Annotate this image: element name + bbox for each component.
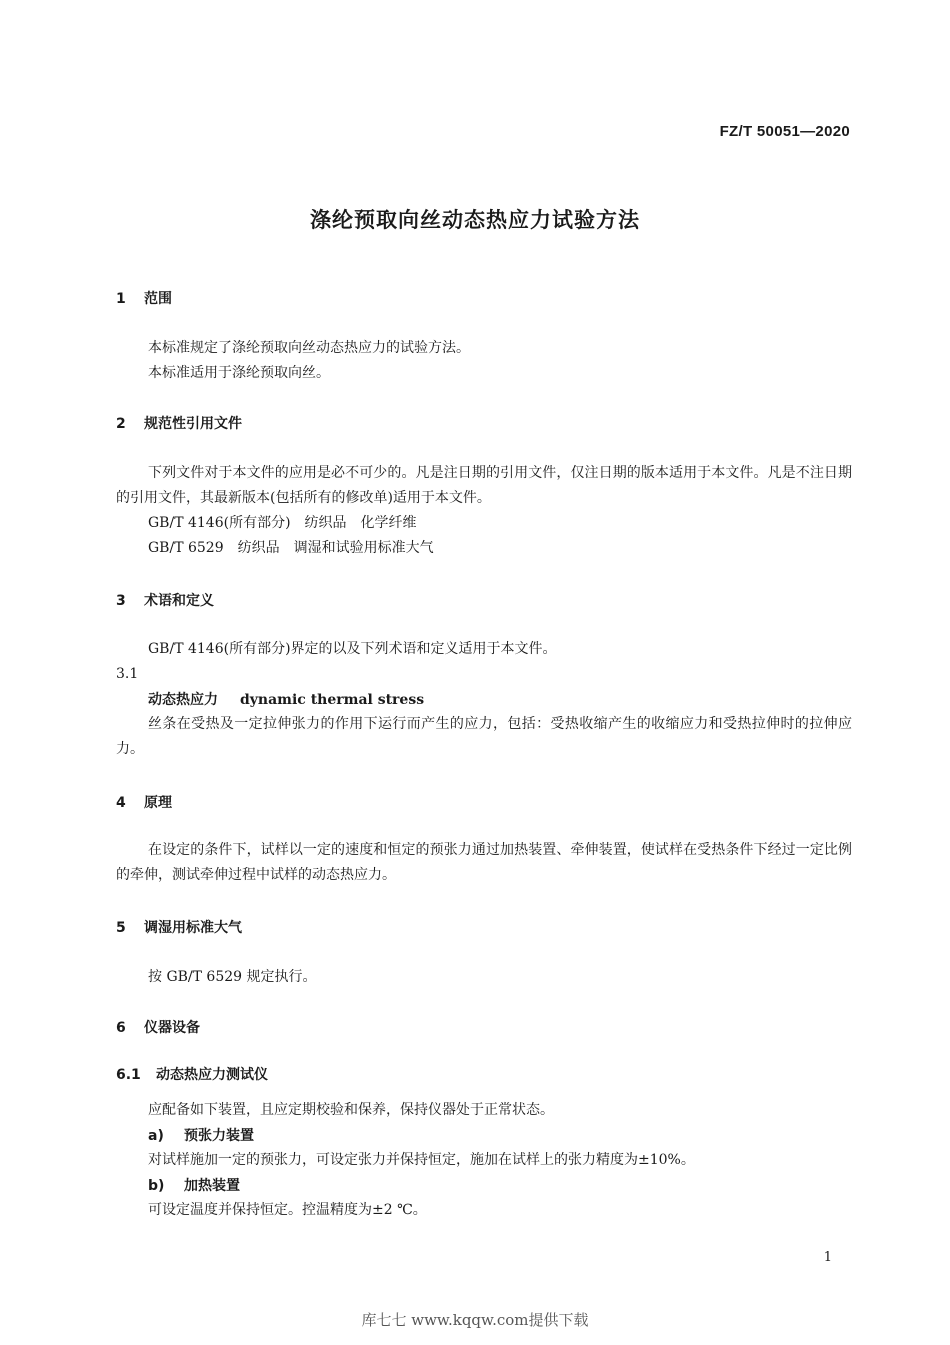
term-chinese: 动态热应力: [148, 692, 218, 708]
list-item-title: 预张力装置: [184, 1128, 254, 1144]
section-5-heading: [116, 917, 242, 937]
list-item-letter: b): [148, 1178, 165, 1194]
subsection-number: 6.1: [116, 1067, 141, 1083]
list-item-text: 对试样施加一定的预张力，可设定张力并保持恒定，施加在试样上的张力精度为±10%。: [148, 1152, 695, 1168]
section-title: 调湿用标准大气: [144, 920, 242, 936]
section-number: 4: [116, 795, 126, 811]
page-number: 1: [823, 1250, 832, 1265]
list-item-label: [148, 1175, 240, 1195]
paragraph: 应配备如下装置，且应定期校验和保养，保持仪器处于正常状态。: [148, 1102, 554, 1118]
paragraph: 在设定的条件下，试样以一定的速度和恒定的预张力通过加热装置、牵伸装置，使试样在受热条件下经过一定比例的牵伸，测试牵伸过程中试样的动态热应力。: [116, 842, 852, 883]
section-number: 1: [116, 291, 126, 307]
standard-code: FZ/T 50051—2020: [719, 123, 850, 140]
term-entry: [148, 689, 424, 709]
section-number: 2: [116, 416, 126, 432]
reference-item: GB/T 6529 纺织品 调湿和试验用标准大气: [148, 540, 434, 556]
reference-item: GB/T 4146(所有部分) 纺织品 化学纤维: [148, 515, 417, 531]
paragraph: GB/T 4146(所有部分)界定的以及下列术语和定义适用于本文件。: [148, 641, 557, 657]
section-title: 范围: [144, 291, 172, 307]
document-title: 涤纶预取向丝动态热应力试验方法: [310, 208, 640, 232]
subsection-number: 3.1: [116, 666, 139, 682]
section-title: 规范性引用文件: [144, 416, 242, 432]
subsection-6-1-heading: [116, 1064, 268, 1084]
section-title: 原理: [144, 795, 172, 811]
paragraph: 本标准规定了涤纶预取向丝动态热应力的试验方法。: [148, 340, 470, 356]
section-number: 3: [116, 593, 126, 609]
list-item-letter: a): [148, 1128, 164, 1144]
section-2-heading: [116, 413, 242, 433]
download-watermark: 库七七 www.kqqw.com提供下载: [361, 1311, 589, 1329]
term-english: dynamic thermal stress: [240, 692, 425, 708]
subsection-title: 动态热应力测试仪: [156, 1067, 268, 1083]
section-6-heading: [116, 1017, 200, 1037]
list-item-label: [148, 1125, 254, 1145]
section-1-heading: [116, 288, 172, 308]
paragraph: 按 GB/T 6529 规定执行。: [148, 969, 317, 985]
term-definition: 丝条在受热及一定拉伸张力的作用下运行而产生的应力，包括：受热收缩产生的收缩应力和受热拉伸时的拉伸应力。: [116, 716, 852, 757]
list-item-title: 加热装置: [184, 1178, 240, 1194]
paragraph: 本标准适用于涤纶预取向丝。: [148, 365, 330, 381]
paragraph: 下列文件对于本文件的应用是必不可少的。凡是注日期的引用文件，仅注日期的版本适用于本文件。凡是不注日期的引用文件，其最新版本(包括所有的修改单)适用于本文件。: [116, 465, 852, 506]
list-item-text: 可设定温度并保持恒定。控温精度为±2 ℃。: [148, 1202, 427, 1218]
section-4-heading: [116, 792, 172, 812]
section-title: 仪器设备: [144, 1020, 200, 1036]
section-3-heading: [116, 590, 214, 610]
section-title: 术语和定义: [144, 593, 214, 609]
section-number: 5: [116, 920, 126, 936]
section-number: 6: [116, 1020, 126, 1036]
